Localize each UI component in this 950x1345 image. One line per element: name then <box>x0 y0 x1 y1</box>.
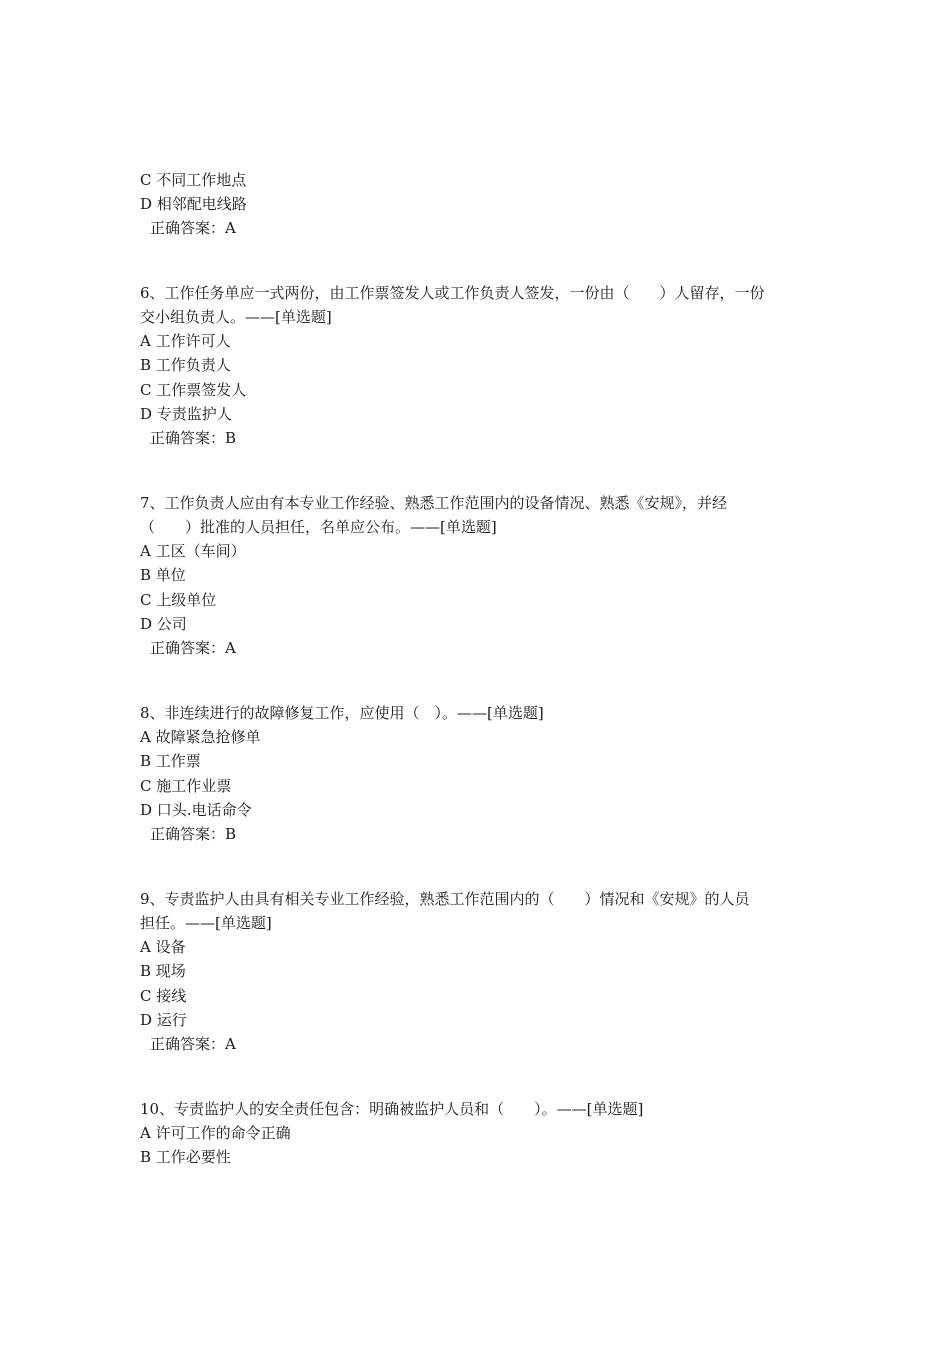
option-item: B 现场 <box>140 962 186 980</box>
answer-text: 正确答案：A <box>150 639 236 657</box>
option-item: C 不同工作地点 <box>140 171 247 189</box>
answer-text: 正确答案：A <box>150 1035 236 1053</box>
option-item: B 工作票 <box>140 752 201 770</box>
question-text: 担任。——[单选题] <box>140 914 272 932</box>
option-item: B 工作必要性 <box>140 1148 231 1166</box>
question-text: 交小组负责人。——[单选题] <box>140 308 332 326</box>
question-text: 10、专责监护人的安全责任包含：明确被监护人员和（ ）。——[单选题] <box>140 1100 644 1118</box>
option-item: C 工作票签发人 <box>140 381 247 399</box>
question-text: 8、非连续进行的故障修复工作，应使用（ ）。——[单选题] <box>140 704 544 722</box>
option-item: B 单位 <box>140 566 186 584</box>
answer-text: 正确答案：B <box>150 825 237 843</box>
answer-text: 正确答案：A <box>150 219 236 237</box>
question-text: 9、专责监护人由具有相关专业工作经验，熟悉工作范围内的（ ）情况和《安规》的人员 <box>140 890 750 908</box>
option-item: D 口头.电话命令 <box>140 801 252 819</box>
question-text: 7、工作负责人应由有本专业工作经验、熟悉工作范围内的设备情况、熟悉《安规》，并经 <box>140 494 728 512</box>
option-item: C 施工作业票 <box>140 777 232 795</box>
option-item: D 相邻配电线路 <box>140 195 247 213</box>
option-item: D 专责监护人 <box>140 405 232 423</box>
option-item: D 运行 <box>140 1011 187 1029</box>
question-text: 6、工作任务单应一式两份，由工作票签发人或工作负责人签发，一份由（ ）人留存，一份 <box>140 284 765 302</box>
answer-text: 正确答案：B <box>150 429 237 447</box>
option-item: B 工作负责人 <box>140 356 231 374</box>
option-item: A 设备 <box>140 938 186 956</box>
option-item: A 工区（车间） <box>140 542 246 560</box>
option-item: A 工作许可人 <box>140 332 231 350</box>
option-item: D 公司 <box>140 615 187 633</box>
option-item: C 接线 <box>140 987 187 1005</box>
option-item: A 故障紧急抢修单 <box>140 728 261 746</box>
option-item: A 许可工作的命令正确 <box>140 1124 291 1142</box>
option-item: C 上级单位 <box>140 591 217 609</box>
question-text: （ ）批准的人员担任，名单应公布。——[单选题] <box>140 518 497 536</box>
